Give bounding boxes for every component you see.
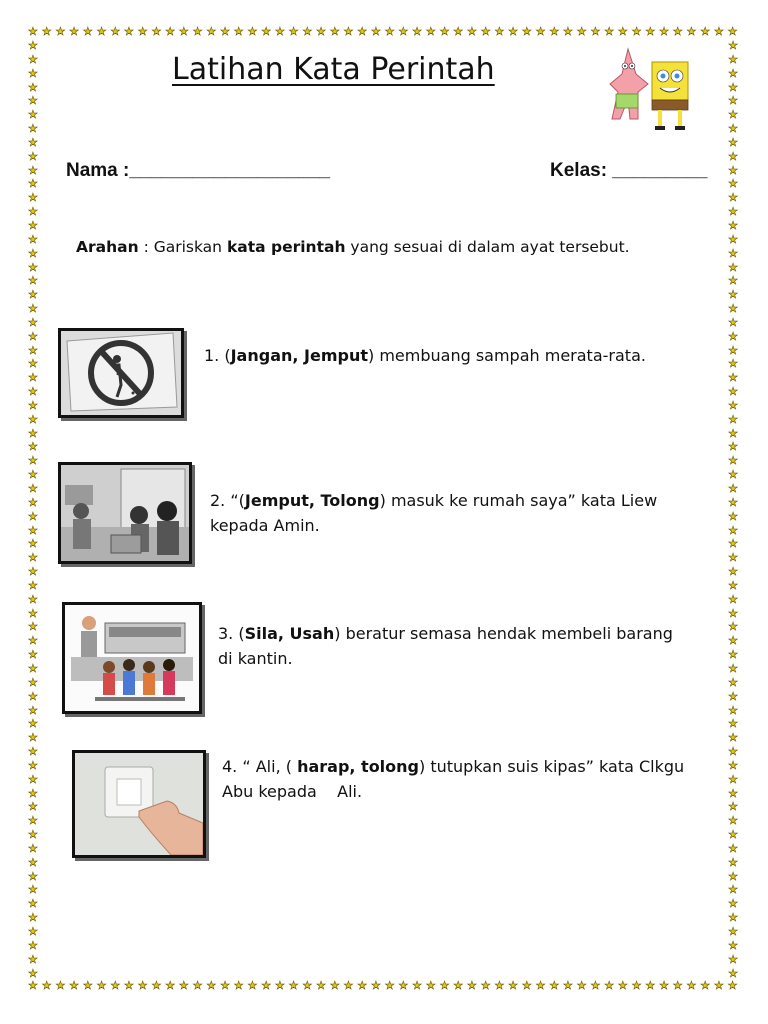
star-icon: ★: [96, 25, 107, 38]
star-icon: ★: [178, 979, 189, 992]
star-icon: ★: [165, 25, 176, 38]
star-icon: ★: [728, 482, 738, 495]
star-icon: ★: [69, 25, 80, 38]
star-icon: ★: [563, 979, 573, 992]
star-icon: ★: [728, 661, 738, 675]
star-icon: ★: [28, 717, 38, 731]
star-icon: ★: [28, 274, 38, 288]
star-icon: ★: [28, 260, 38, 274]
star-icon: ★: [728, 108, 738, 122]
star-icon: ★: [480, 25, 491, 38]
star-icon: ★: [727, 979, 738, 992]
star-icon: ★: [604, 979, 615, 992]
star-icon: ★: [728, 357, 738, 371]
question-2: [210, 488, 710, 538]
star-icon: ★: [28, 661, 38, 675]
star-icon: ★: [302, 25, 313, 38]
star-icon: ★: [28, 925, 38, 938]
star-icon: ★: [28, 979, 38, 992]
question-1-num: 1. (: [204, 346, 231, 365]
question-1-options: Jangan, Jemput: [230, 346, 368, 365]
star-icon: ★: [41, 25, 52, 38]
star-icon: ★: [28, 841, 38, 855]
star-icon: ★: [28, 855, 38, 869]
question-2-rest: ) masuk ke rumah saya” kata Liew: [379, 491, 658, 510]
question-4-options: harap, tolong: [297, 757, 419, 776]
star-icon: ★: [384, 25, 395, 38]
star-icon: ★: [728, 551, 738, 565]
star-icon: ★: [110, 979, 121, 992]
star-icon: ★: [28, 675, 38, 689]
star-icon: ★: [728, 218, 738, 232]
star-icon: ★: [728, 94, 738, 108]
star-icon: ★: [28, 25, 38, 38]
star-border-left: [28, 40, 38, 980]
star-icon: ★: [604, 25, 615, 38]
star-icon: ★: [370, 25, 381, 38]
star-icon: ★: [686, 979, 697, 992]
star-icon: ★: [728, 689, 738, 703]
star-icon: ★: [28, 745, 38, 759]
star-icon: ★: [728, 468, 738, 482]
question-1: [204, 343, 704, 368]
star-icon: ★: [28, 495, 38, 509]
star-icon: ★: [576, 25, 587, 38]
star-icon: ★: [28, 454, 38, 468]
star-icon: ★: [274, 25, 285, 38]
star-icon: ★: [124, 25, 134, 38]
star-icon: ★: [28, 108, 38, 122]
star-icon: ★: [549, 25, 560, 38]
star-icon: ★: [728, 39, 738, 52]
star-icon: ★: [28, 689, 38, 703]
star-icon: ★: [728, 398, 738, 412]
star-icon: ★: [28, 39, 38, 52]
question-3-rest2: di kantin.: [218, 649, 293, 668]
star-icon: ★: [28, 606, 38, 620]
star-border-bottom: [28, 980, 738, 992]
star-icon: ★: [467, 979, 477, 992]
star-icon: ★: [28, 620, 38, 634]
star-icon: ★: [28, 135, 38, 149]
star-icon: ★: [728, 800, 738, 814]
star-icon: ★: [96, 979, 107, 992]
no-littering-sign-image: [58, 328, 184, 418]
star-icon: ★: [728, 80, 738, 94]
star-icon: ★: [728, 205, 738, 219]
star-icon: ★: [535, 979, 546, 992]
star-icon: ★: [713, 25, 724, 38]
question-4-rest: ) tutupkan suis kipas” kata Clkgu: [419, 757, 685, 776]
star-icon: ★: [28, 94, 38, 108]
star-icon: ★: [728, 440, 738, 454]
star-icon: ★: [728, 648, 738, 662]
light-switch-image: [72, 750, 206, 858]
star-icon: ★: [728, 66, 738, 80]
star-icon: ★: [28, 191, 38, 205]
star-icon: ★: [28, 482, 38, 495]
star-icon: ★: [672, 979, 683, 992]
star-icon: ★: [370, 979, 381, 992]
star-icon: ★: [728, 786, 738, 800]
question-2-num: 2. “(: [210, 491, 245, 510]
star-icon: ★: [28, 758, 38, 772]
star-icon: ★: [28, 302, 38, 316]
star-icon: ★: [563, 25, 573, 38]
star-icon: ★: [728, 302, 738, 316]
star-icon: ★: [28, 592, 38, 606]
star-icon: ★: [28, 814, 38, 828]
star-icon: ★: [728, 897, 738, 911]
question-4: [222, 754, 722, 804]
star-icon: ★: [28, 80, 38, 94]
star-icon: ★: [728, 191, 738, 205]
star-icon: ★: [165, 979, 176, 992]
star-icon: ★: [521, 25, 532, 38]
star-icon: ★: [728, 454, 738, 468]
star-icon: ★: [439, 25, 450, 38]
star-icon: ★: [398, 979, 409, 992]
star-icon: ★: [549, 979, 560, 992]
star-icon: ★: [28, 66, 38, 80]
star-icon: ★: [28, 786, 38, 800]
star-icon: ★: [28, 315, 38, 329]
star-icon: ★: [329, 979, 340, 992]
star-icon: ★: [728, 925, 738, 938]
class-field-label: Kelas: _________: [550, 160, 708, 181]
star-icon: ★: [28, 163, 38, 177]
star-icon: ★: [686, 25, 697, 38]
star-icon: ★: [728, 855, 738, 869]
star-icon: ★: [28, 648, 38, 662]
star-icon: ★: [453, 25, 464, 38]
star-icon: ★: [617, 979, 628, 992]
star-icon: ★: [480, 979, 491, 992]
star-icon: ★: [728, 329, 738, 343]
star-icon: ★: [28, 828, 38, 842]
star-icon: ★: [672, 25, 683, 38]
star-icon: ★: [728, 606, 738, 620]
house-visit-image: [58, 462, 192, 564]
star-border-right: [728, 40, 738, 980]
star-icon: ★: [28, 343, 38, 357]
star-icon: ★: [329, 25, 340, 38]
star-icon: ★: [728, 343, 738, 357]
star-icon: ★: [28, 398, 38, 412]
star-icon: ★: [728, 135, 738, 149]
star-icon: ★: [28, 952, 38, 966]
question-3-rest: ) beratur semasa hendak membeli barang: [334, 624, 673, 643]
cartoon-characters-illustration: [608, 44, 698, 134]
star-icon: ★: [728, 52, 738, 66]
star-icon: ★: [728, 246, 738, 260]
star-icon: ★: [55, 979, 66, 992]
star-icon: ★: [412, 979, 422, 992]
star-icon: ★: [28, 565, 38, 579]
star-icon: ★: [659, 979, 669, 992]
star-icon: ★: [576, 979, 587, 992]
star-icon: ★: [521, 979, 532, 992]
star-icon: ★: [55, 25, 66, 38]
star-icon: ★: [728, 745, 738, 759]
star-icon: ★: [508, 979, 519, 992]
star-icon: ★: [28, 440, 38, 454]
star-icon: ★: [728, 565, 738, 579]
star-icon: ★: [728, 841, 738, 855]
star-icon: ★: [728, 703, 738, 717]
star-icon: ★: [28, 385, 38, 399]
star-icon: ★: [728, 592, 738, 606]
star-icon: ★: [728, 412, 738, 426]
question-3: [218, 621, 718, 671]
star-icon: ★: [28, 246, 38, 260]
star-icon: ★: [151, 25, 162, 38]
page-title: Latihan Kata Perintah: [172, 52, 495, 87]
star-icon: ★: [178, 25, 189, 38]
star-icon: ★: [645, 979, 656, 992]
star-icon: ★: [28, 800, 38, 814]
star-icon: ★: [728, 675, 738, 689]
star-icon: ★: [28, 703, 38, 717]
star-icon: ★: [28, 897, 38, 911]
question-3-options: Sila, Usah: [244, 624, 335, 643]
star-icon: ★: [28, 177, 38, 191]
star-icon: ★: [728, 966, 738, 980]
star-icon: ★: [728, 509, 738, 523]
star-icon: ★: [384, 979, 395, 992]
star-icon: ★: [728, 495, 738, 509]
star-icon: ★: [728, 772, 738, 786]
star-icon: ★: [590, 25, 601, 38]
star-icon: ★: [425, 25, 436, 38]
star-icon: ★: [69, 979, 80, 992]
star-icon: ★: [728, 232, 738, 246]
question-1-rest: ) membuang sampah merata-rata.: [368, 346, 646, 365]
star-icon: ★: [535, 25, 546, 38]
star-icon: ★: [261, 25, 272, 38]
star-icon: ★: [590, 979, 601, 992]
star-icon: ★: [288, 25, 299, 38]
instruction-sep: : Gariskan: [138, 238, 227, 256]
star-icon: ★: [467, 25, 477, 38]
star-icon: ★: [261, 979, 272, 992]
star-icon: ★: [28, 883, 38, 897]
star-icon: ★: [728, 634, 738, 648]
star-icon: ★: [728, 731, 738, 745]
star-icon: ★: [28, 551, 38, 565]
star-icon: ★: [357, 25, 368, 38]
star-icon: ★: [28, 52, 38, 66]
star-icon: ★: [206, 25, 217, 38]
star-icon: ★: [728, 163, 738, 177]
star-icon: ★: [28, 731, 38, 745]
star-icon: ★: [220, 979, 230, 992]
star-icon: ★: [728, 578, 738, 592]
star-icon: ★: [316, 25, 326, 38]
star-icon: ★: [728, 883, 738, 897]
star-icon: ★: [343, 979, 354, 992]
star-icon: ★: [137, 25, 148, 38]
question-4-num: 4. “ Ali, (: [222, 757, 298, 776]
star-icon: ★: [728, 274, 738, 288]
star-icon: ★: [28, 371, 38, 385]
star-icon: ★: [453, 979, 464, 992]
star-icon: ★: [247, 25, 258, 38]
star-icon: ★: [728, 814, 738, 828]
star-icon: ★: [439, 979, 450, 992]
question-2-options: Jemput, Tolong: [244, 491, 380, 510]
queue-icon: [65, 605, 199, 711]
star-icon: ★: [357, 979, 368, 992]
star-icon: ★: [316, 979, 326, 992]
star-icon: ★: [28, 468, 38, 482]
star-icon: ★: [28, 288, 38, 302]
star-icon: ★: [28, 149, 38, 163]
star-icon: ★: [728, 758, 738, 772]
star-icon: ★: [41, 979, 52, 992]
star-icon: ★: [124, 979, 134, 992]
star-icon: ★: [713, 979, 724, 992]
star-icon: ★: [247, 979, 258, 992]
star-icon: ★: [28, 329, 38, 343]
star-icon: ★: [192, 25, 203, 38]
star-icon: ★: [274, 979, 285, 992]
star-icon: ★: [728, 717, 738, 731]
star-icon: ★: [28, 772, 38, 786]
star-icon: ★: [398, 25, 409, 38]
star-icon: ★: [28, 911, 38, 925]
star-icon: ★: [728, 177, 738, 191]
canteen-queue-image: [62, 602, 202, 714]
star-icon: ★: [728, 537, 738, 551]
star-icon: ★: [728, 149, 738, 163]
star-icon: ★: [508, 25, 519, 38]
star-icon: ★: [28, 218, 38, 232]
star-icon: ★: [728, 426, 738, 440]
star-icon: ★: [28, 578, 38, 592]
star-icon: ★: [220, 25, 230, 38]
star-icon: ★: [728, 523, 738, 537]
question-2-rest2: kepada Amin.: [210, 516, 320, 535]
star-icon: ★: [659, 25, 669, 38]
star-icon: ★: [631, 979, 642, 992]
star-icon: ★: [728, 952, 738, 966]
star-icon: ★: [28, 537, 38, 551]
star-icon: ★: [233, 979, 244, 992]
star-icon: ★: [728, 911, 738, 925]
star-icon: ★: [206, 979, 217, 992]
star-icon: ★: [192, 979, 203, 992]
people-room-icon: [61, 465, 189, 561]
instruction-bold: kata perintah: [226, 238, 346, 256]
star-icon: ★: [700, 979, 711, 992]
star-icon: ★: [494, 979, 505, 992]
switch-icon: [75, 753, 203, 855]
star-icon: ★: [412, 25, 422, 38]
question-4-rest2: Abu kepada Ali.: [222, 782, 363, 801]
star-icon: ★: [617, 25, 628, 38]
star-icon: ★: [28, 232, 38, 246]
star-icon: ★: [728, 315, 738, 329]
star-icon: ★: [728, 869, 738, 883]
star-icon: ★: [233, 25, 244, 38]
star-icon: ★: [700, 25, 711, 38]
star-icon: ★: [28, 938, 38, 952]
star-icon: ★: [82, 979, 93, 992]
star-icon: ★: [28, 122, 38, 136]
star-icon: ★: [28, 509, 38, 523]
star-icon: ★: [288, 979, 299, 992]
no-littering-icon: [61, 331, 181, 415]
star-icon: ★: [728, 288, 738, 302]
star-icon: ★: [28, 357, 38, 371]
star-icon: ★: [631, 25, 642, 38]
instruction-rest: yang sesuai di dalam ayat tersebut.: [345, 238, 630, 256]
star-icon: ★: [28, 205, 38, 219]
instruction-text: [76, 238, 630, 256]
star-border-top: [28, 26, 738, 38]
star-icon: ★: [425, 979, 436, 992]
star-icon: ★: [28, 966, 38, 980]
star-icon: ★: [137, 979, 148, 992]
star-icon: ★: [728, 828, 738, 842]
question-3-num: 3. (: [218, 624, 245, 643]
star-icon: ★: [728, 385, 738, 399]
star-icon: ★: [28, 869, 38, 883]
star-icon: ★: [728, 938, 738, 952]
name-field-label: Nama :___________________: [66, 160, 331, 181]
star-icon: ★: [28, 412, 38, 426]
star-icon: ★: [727, 25, 738, 38]
star-icon: ★: [28, 523, 38, 537]
star-icon: ★: [728, 122, 738, 136]
star-icon: ★: [302, 979, 313, 992]
star-icon: ★: [343, 25, 354, 38]
star-icon: ★: [645, 25, 656, 38]
star-icon: ★: [151, 979, 162, 992]
star-icon: ★: [728, 260, 738, 274]
star-icon: ★: [494, 25, 505, 38]
instruction-label: Arahan: [76, 238, 139, 256]
star-icon: ★: [110, 25, 121, 38]
star-icon: ★: [728, 620, 738, 634]
star-icon: ★: [82, 25, 93, 38]
star-icon: ★: [28, 634, 38, 648]
star-icon: ★: [28, 426, 38, 440]
star-icon: ★: [728, 371, 738, 385]
